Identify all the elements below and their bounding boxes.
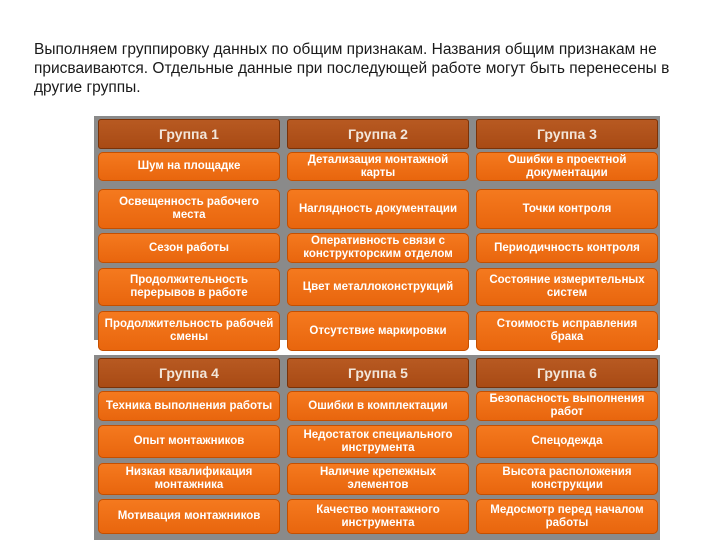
group-item: Медосмотр перед началом работы <box>476 499 658 534</box>
group-item: Наглядность документации <box>287 189 469 229</box>
group-item: Состояние измерительных систем <box>476 268 658 306</box>
group-item: Цвет металлоконструкций <box>287 268 469 306</box>
group-header: Группа 5 <box>287 358 469 388</box>
group-item: Наличие крепежных элементов <box>287 463 469 495</box>
group-item: Сезон работы <box>98 233 280 263</box>
group-item: Освещенность рабочего места <box>98 189 280 229</box>
group-item: Продолжительность перерывов в работе <box>98 268 280 306</box>
group-item: Недостаток специального инструмента <box>287 425 469 458</box>
group-column <box>98 116 280 343</box>
group-item: Высота расположения конструкции <box>476 463 658 495</box>
group-item: Опыт монтажников <box>98 425 280 458</box>
group-item: Безопасность выполнения работ <box>476 391 658 421</box>
group-item: Ошибки в комплектации <box>287 391 469 421</box>
group-item: Шум на площадке <box>98 152 280 181</box>
group-item: Мотивация монтажников <box>98 499 280 534</box>
groups-panel-top <box>94 116 660 343</box>
group-column <box>476 116 658 343</box>
group-column <box>287 355 469 540</box>
group-header: Группа 3 <box>476 119 658 149</box>
group-item: Низкая квалификация монтажника <box>98 463 280 495</box>
group-item: Ошибки в проектной документации <box>476 152 658 181</box>
group-column <box>98 355 280 540</box>
group-column <box>287 116 469 340</box>
group-item: Периодичность контроля <box>476 233 658 263</box>
group-header: Группа 2 <box>287 119 469 149</box>
group-item: Точки контроля <box>476 189 658 229</box>
group-item: Стоимость исправления брака <box>476 311 658 351</box>
group-header: Группа 1 <box>98 119 280 149</box>
groups-panel-bottom <box>94 355 660 540</box>
group-column <box>476 355 658 540</box>
group-item: Спецодежда <box>476 425 658 458</box>
group-item: Детализация монтажной карты <box>287 152 469 181</box>
group-item: Оперативность связи с конструкторским отделом <box>287 233 469 263</box>
group-header: Группа 4 <box>98 358 280 388</box>
group-item: Качество монтажного инструмента <box>287 499 469 534</box>
group-item: Продолжительность рабочей смены <box>98 311 280 351</box>
group-item: Отсутствие маркировки <box>287 311 469 351</box>
group-item: Техника выполнения работы <box>98 391 280 421</box>
group-header: Группа 6 <box>476 358 658 388</box>
intro-text: Выполняем группировку данных по общим признакам. Названия общим признакам не присваиваются. Отдельные данные при последующей работе могут быть перенесены в другие группы. <box>34 41 670 96</box>
